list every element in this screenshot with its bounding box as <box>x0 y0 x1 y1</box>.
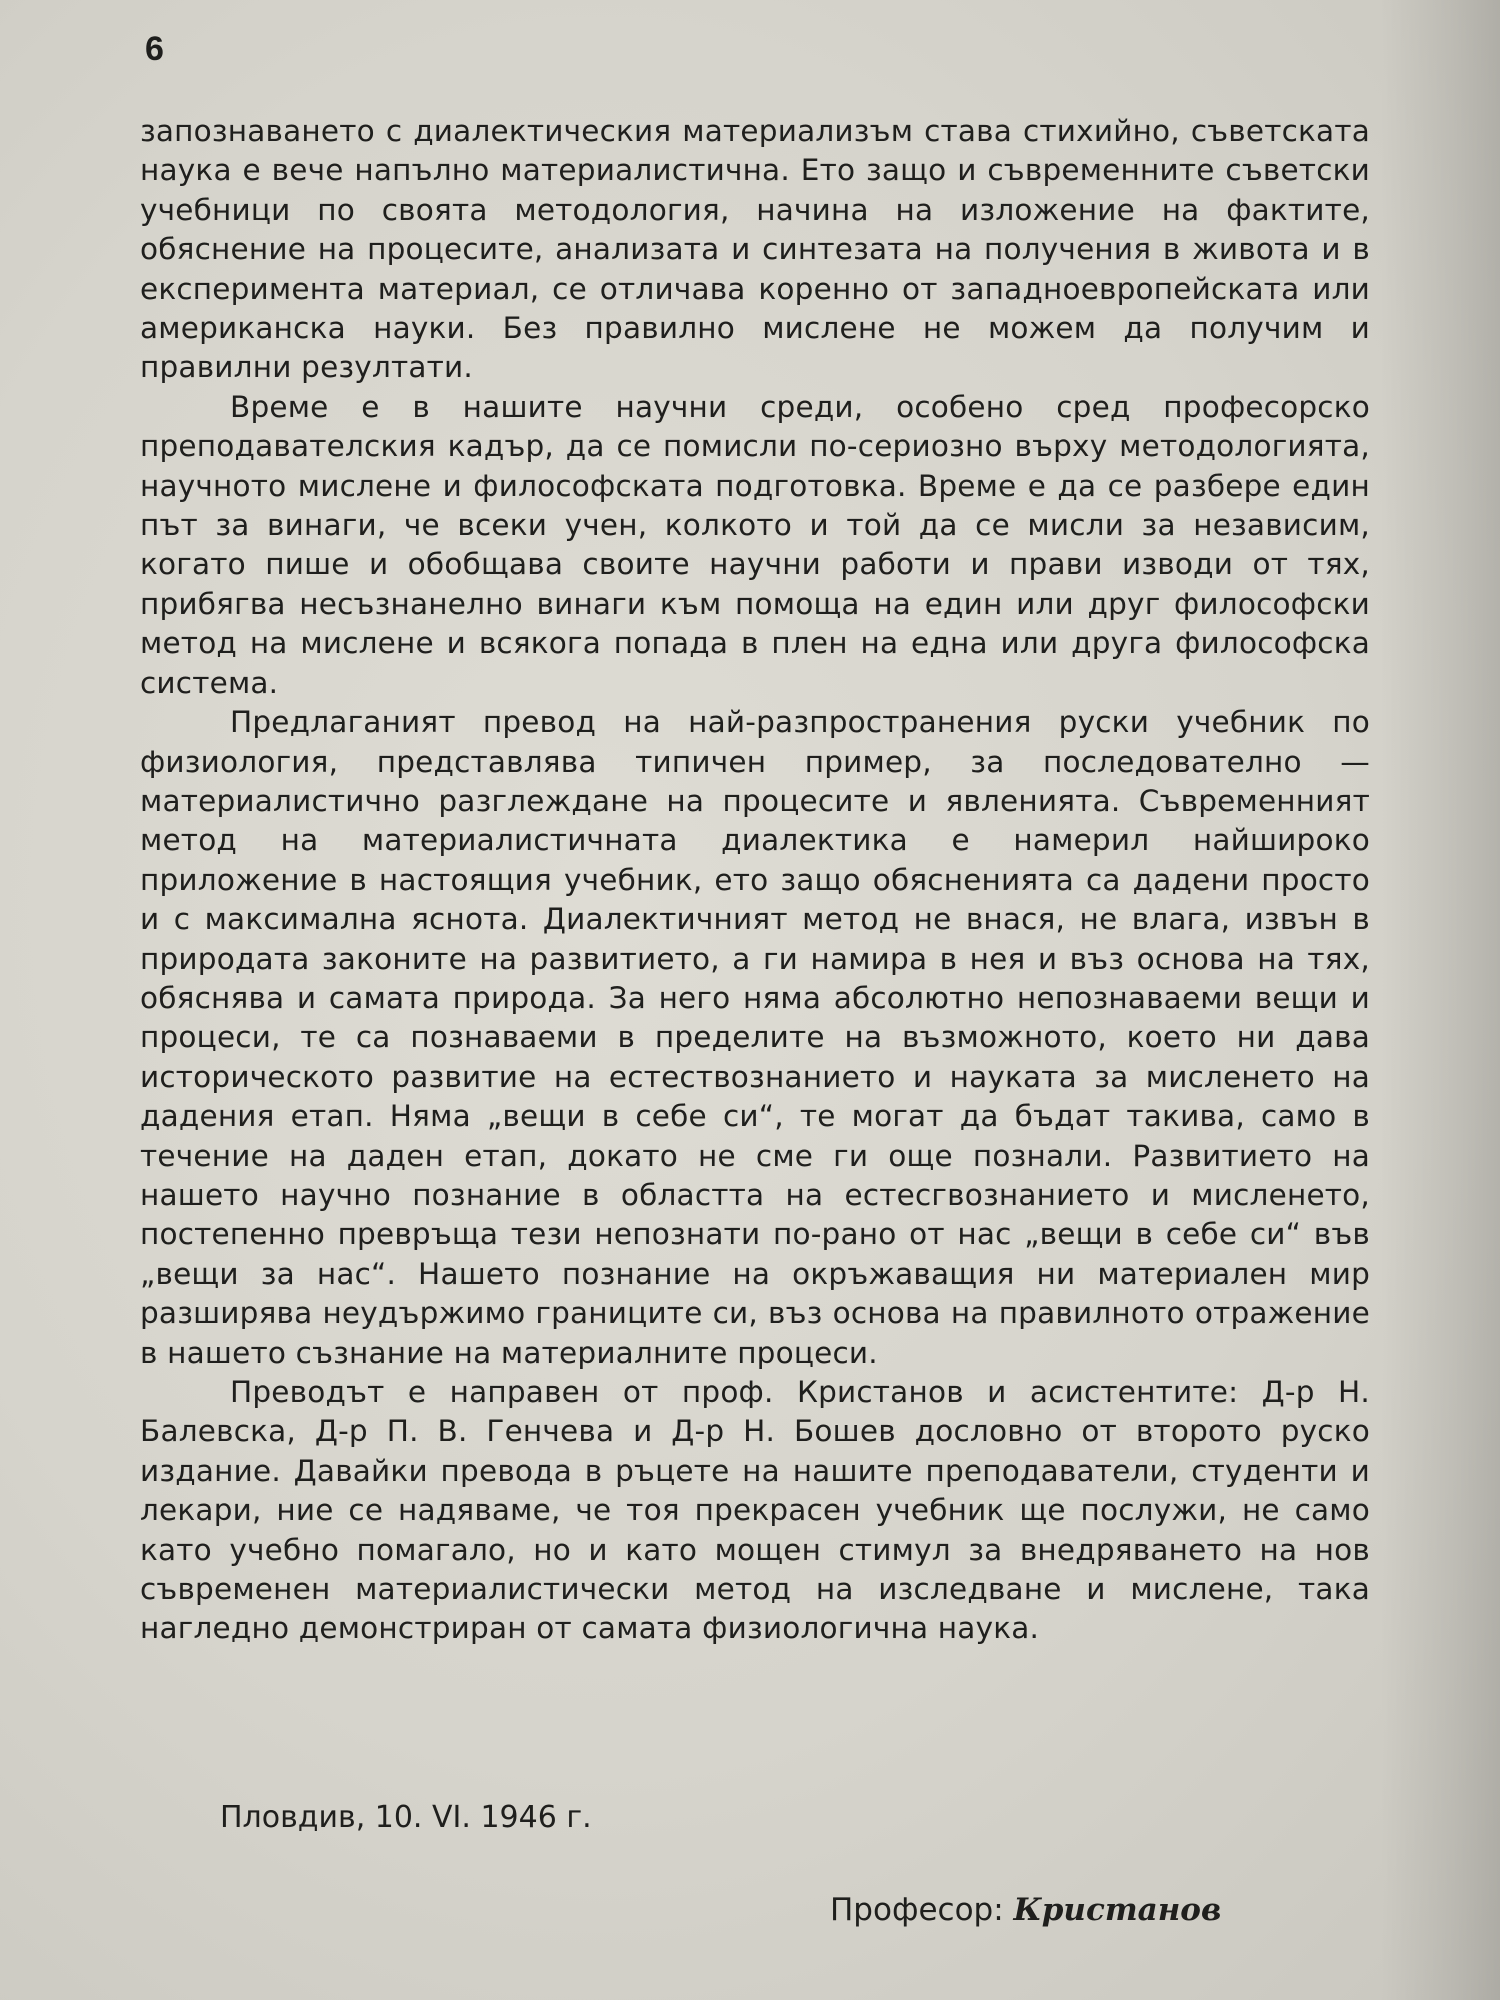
page-number: 6 <box>145 30 164 68</box>
place-date: Пловдив, 10. VI. 1946 г. <box>220 1800 592 1835</box>
signature-title: Професор: <box>830 1892 1004 1928</box>
paragraph-1: запознаването с диалектическия материализъм става стихийно, съветската наука е вече напълно материалистична. Ето защо и съвременните съветски учебници по своята методология, начина на изложение на фактите, обяснение на процесите, анализата и синтезата на получения в живота и в експеримента материал, се отличава коренно от западноевропейската или американска науки. Без правилно мислене не можем да получим и правилни резултати. <box>140 114 1370 385</box>
page-edge-shadow <box>1380 0 1500 2000</box>
paragraph-4: Преводът е направен от проф. Кристанов и асистентите: Д-р Н. Балевска, Д-р П. В. Генчева и Д-р Н. Бошев дословно от второто руско издание. Давайки превода в ръцете на нашите преподаватели, студенти и лекари, ние се надяваме, че тоя прекрасен учебник ще послужи, не само като учебно помагало, но и като мощен стимул за внедряването на нов съвременен материалистически метод на изследване и мислене, така нагледно демонстриран от самата физиологична наука. <box>140 1375 1370 1646</box>
body-text <box>140 112 1370 1649</box>
paragraph-2: Време е в нашите научни среди, особено сред професорско преподавателския кадър, да се помисли по-сериозно върху методологията, научното мислене и философската подготовка. Време е да се разбере един път за винаги, че всеки учен, колкото и той да се мисли за независим, когато пише и обобщава своите научни работи и прави изводи от тях, прибягва несъзнанелно винаги към помоща на един или друг философски метод на мислене и всякога попада в плен на една или друга философска система. <box>140 389 1370 700</box>
signature <box>830 1892 1221 1928</box>
signature-name: Кристанов <box>1013 1892 1222 1928</box>
paragraph-3: Предлаганият превод на най-разпространения руски учебник по физиология, представлява типичен пример, за последователно — материалистично разглеждане на процесите и явленията. Съвременният метод на материалистичната диалектика е намерил найшироко приложение в настоящия учебник, ето защо обясненията са дадени просто и с максимална яснота. Диалектичният метод не внася, не влага, извън в природата законите на развитието, а ги намира в нея и въз основа на тях, обяснява и самата природа. За него няма абсолютно непознаваеми вещи и процеси, те са познаваеми в пределите на възможното, което ни дава историческото развитие на естествознанието и науката за мисленето на дадения етап. Няма „вещи в себе си“, те могат да бъдат такива, само в течение на даден етап, докато не сме ги още познали. Развитието на нашето научно познание в областта на естесгвознанието и мисленето, постепенно превръща тези непознати по-рано от нас „вещи в себе си“ във „вещи за нас“. Нашето познание на окръжаващия ни материален мир разширява неудържимо границите си, въз основа на правилното отражение в нашето съзнание на материалните процеси. <box>140 705 1370 1370</box>
